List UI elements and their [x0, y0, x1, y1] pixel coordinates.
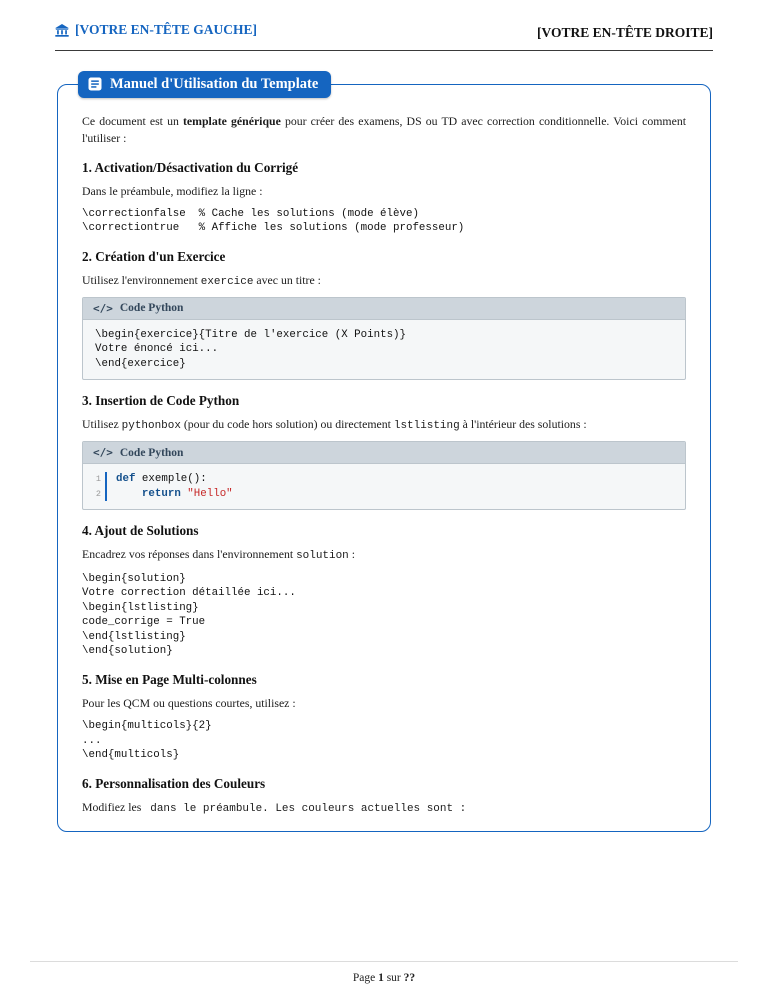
footer-text-prefix: Page [352, 972, 379, 984]
footer-page-number: 1 [378, 972, 384, 984]
intro-text: Ce document est un [82, 113, 183, 128]
section-2-paragraph [82, 272, 686, 291]
section-1-code-block [82, 207, 686, 236]
manual-box [57, 75, 711, 833]
section-6-paragraph [82, 799, 686, 818]
section-5-heading: 5. Mise en Page Multi-colonnes [82, 671, 257, 687]
code-python-box [82, 297, 686, 381]
inline-code: exercice [200, 275, 254, 288]
inline-code: lstlisting [393, 420, 460, 433]
plain-token [116, 488, 142, 500]
plain-token: exemple(): [135, 473, 207, 486]
line-number: 2 [95, 487, 107, 502]
footer-rule [30, 961, 738, 962]
section-6-heading: 6. Personnalisation des Couleurs [82, 775, 266, 791]
inline-code: dans le préambule. Les couleurs actuelles sont : [150, 802, 467, 815]
paragraph-text: Encadrez vos réponses dans l'environnement [82, 547, 297, 562]
header-left [55, 22, 257, 38]
footer-text-middle: sur [383, 972, 404, 984]
codebox-title: Code Python [119, 302, 184, 315]
paragraph-text: à l'intérieur des solutions : [459, 417, 587, 432]
keyword-token: def [116, 473, 136, 486]
header-left-label: [VOTRE EN-TÊTE GAUCHE] [75, 22, 257, 37]
paragraph-text: : [348, 547, 355, 562]
section-4-code-block [82, 572, 686, 659]
codebox-body [83, 464, 685, 509]
paragraph-text: avec un titre : [253, 272, 321, 287]
code-line: \end{exercice} [95, 357, 186, 370]
paragraph-text: Utilisez l'environnement [82, 272, 201, 287]
codebox-body [83, 320, 685, 380]
code-text [107, 487, 233, 502]
code-line: \begin{lstlisting} [82, 601, 199, 614]
paragraph-text: Modifiez les [82, 799, 145, 814]
code-line: \begin{multicols}{2} [82, 720, 212, 733]
codebox-header [83, 298, 685, 320]
bank-icon [55, 24, 69, 37]
page-number-label [0, 972, 768, 984]
header-right-label: [VOTRE EN-TÊTE DROITE] [536, 24, 713, 40]
code-line: Votre correction détaillée ici... [82, 587, 296, 600]
section-1-paragraph: Dans le préambule, modifiez la ligne : [82, 183, 263, 198]
code-line: \begin{exercice}{Titre de l'exercice (X Points)} [95, 328, 407, 341]
document-icon [88, 77, 102, 91]
line-number: 1 [95, 472, 107, 487]
code-line: code_corrige = True [82, 616, 206, 629]
code-line: \end{solution} [82, 645, 173, 658]
string-token: "Hello" [187, 487, 233, 500]
section-5-paragraph: Pour les QCM ou questions courtes, utilisez : [82, 695, 296, 710]
section-2-heading: 2. Création d'un Exercice [82, 248, 226, 264]
section-1-heading: 1. Activation/Désactivation du Corrigé [82, 159, 299, 175]
code-line: Votre énoncé ici... [95, 343, 219, 356]
manual-title: Manuel d'Utilisation du Template [110, 75, 319, 92]
footer-page-total: ?? [403, 972, 416, 984]
code-line [95, 487, 673, 502]
inline-code: solution [296, 550, 349, 563]
inline-code: pythonbox [121, 420, 181, 433]
code-line: \correctiontrue % Affiche les solutions (mode professeur) [82, 222, 465, 235]
code-icon: </> [93, 446, 113, 460]
intro-paragraph [82, 113, 686, 147]
section-3-heading: 3. Insertion de Code Python [82, 393, 240, 409]
intro-text: pour créer des examens, DS ou TD avec correction conditionnelle. Voici comment l'utiliser : [82, 113, 686, 145]
code-line: ... [82, 734, 102, 747]
code-text [107, 472, 207, 487]
keyword-token: return [141, 487, 181, 500]
paragraph-text: Utilisez [82, 417, 122, 432]
code-line: \end{lstlisting} [82, 630, 186, 643]
page-header [55, 0, 713, 51]
section-4-paragraph [82, 546, 686, 565]
code-python-box [82, 441, 686, 510]
intro-bold-text: template générique [183, 113, 281, 128]
manual-title-tab [78, 71, 331, 98]
code-icon: </> [93, 301, 113, 315]
paragraph-text: (pour du code hors solution) ou directement [180, 417, 394, 432]
section-4-heading: 4. Ajout de Solutions [82, 523, 199, 539]
codebox-header [83, 442, 685, 464]
code-line: \correctionfalse % Cache les solutions (mode élève) [82, 207, 419, 220]
code-line [95, 472, 673, 487]
page-footer [0, 961, 768, 984]
code-line: \end{multicols} [82, 749, 180, 762]
codebox-title: Code Python [119, 446, 184, 459]
code-line: \begin{solution} [82, 572, 186, 585]
section-3-paragraph [82, 416, 686, 435]
section-5-code-block [82, 719, 686, 763]
